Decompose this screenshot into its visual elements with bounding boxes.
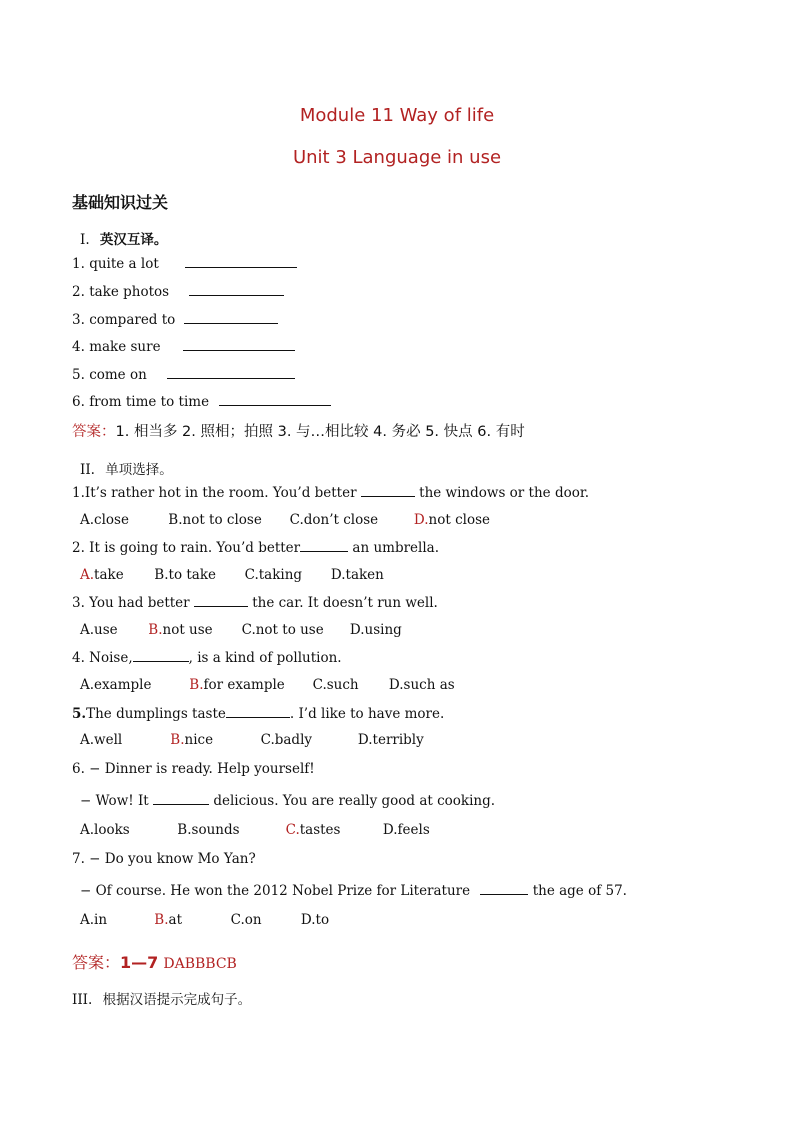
- question-stem: an umbrella.: [352, 540, 440, 556]
- question-number: 5.: [72, 706, 87, 722]
- answer-blank[interactable]: [133, 649, 189, 662]
- part1-answer: [72, 420, 525, 441]
- option-b[interactable]: B.nice: [170, 732, 214, 748]
- option-b[interactable]: B.not to close: [168, 512, 262, 528]
- question-stem: The dumplings taste: [86, 706, 226, 722]
- option-c[interactable]: C.not to use: [241, 622, 324, 638]
- question-6-options: [80, 822, 430, 838]
- question-1: [72, 484, 589, 501]
- vocab-item-6: [72, 393, 331, 410]
- vocab-text: quite a lot: [89, 256, 159, 272]
- question-3-options: [80, 622, 402, 638]
- question-stem: , is a kind of pollution.: [188, 650, 342, 666]
- unit-title: Unit 3 Language in use: [292, 147, 502, 168]
- vocab-item-4: [72, 338, 295, 355]
- part2-heading-num: II.: [80, 462, 95, 478]
- answer-blank[interactable]: [184, 311, 278, 324]
- question-stem: delicious. You are really good at cooking.: [213, 793, 496, 809]
- answer-label: 答案：: [72, 424, 116, 440]
- option-d[interactable]: D.such as: [388, 677, 455, 693]
- option-d[interactable]: D.to: [300, 912, 330, 928]
- answer-label: 答案：: [72, 953, 121, 972]
- option-c[interactable]: C.badly: [260, 732, 313, 748]
- option-d[interactable]: D.terribly: [357, 732, 424, 748]
- vocab-text: come on: [89, 367, 147, 383]
- answer-text: DABBBCB: [163, 956, 237, 972]
- question-7: [72, 851, 256, 867]
- option-a[interactable]: A.example: [80, 677, 152, 693]
- part2-answer: [72, 950, 237, 973]
- question-stem: − Wow! It: [80, 793, 149, 809]
- answer-range: 1—7: [120, 953, 159, 972]
- option-a[interactable]: A.in: [80, 912, 108, 928]
- option-b[interactable]: B.sounds: [177, 822, 240, 838]
- option-c[interactable]: C.taking: [244, 567, 303, 583]
- part2-heading-text: 单项选择。: [105, 462, 173, 478]
- question-stem: the windows or the door.: [419, 485, 590, 501]
- vocab-num: 4.: [72, 339, 85, 355]
- question-stem: the car. It doesn’t run well.: [252, 595, 438, 611]
- question-stem: . I’d like to have more.: [289, 706, 445, 722]
- vocab-num: 2.: [72, 284, 85, 300]
- question-stem: 1.It’s rather hot in the room. You’d better: [72, 485, 357, 501]
- part1-heading-num: I.: [80, 232, 90, 248]
- answer-blank[interactable]: [361, 484, 415, 497]
- question-2-options: [80, 567, 384, 583]
- question-5: [72, 705, 444, 722]
- answer-blank[interactable]: [480, 882, 528, 895]
- answer-blank[interactable]: [167, 366, 295, 379]
- question-4-options: [80, 677, 455, 693]
- question-7-options: [80, 912, 329, 928]
- vocab-text: compared to: [89, 312, 176, 328]
- option-d[interactable]: D.taken: [330, 567, 384, 583]
- section-title: 基础知识过关: [72, 193, 169, 212]
- option-a[interactable]: A.close: [80, 512, 129, 528]
- module-title: Module 11 Way of life: [299, 105, 495, 126]
- question-6-line2: [80, 792, 495, 809]
- answer-blank[interactable]: [226, 705, 290, 718]
- option-c[interactable]: C.tastes: [285, 822, 341, 838]
- vocab-item-1: [72, 255, 297, 272]
- answer-text: 1. 相当多 2. 照相；拍照 3. 与…相比较 4. 务必 5. 快点 6. 有时: [115, 424, 525, 440]
- part1-heading-text: 英汉互译。: [99, 232, 168, 248]
- option-a[interactable]: A.use: [80, 622, 118, 638]
- part2-heading: [80, 458, 173, 478]
- vocab-text: make sure: [89, 339, 161, 355]
- question-stem: − Of course. He won the 2012 Nobel Prize for Literature: [80, 883, 471, 899]
- part3-heading-num: III.: [72, 992, 93, 1008]
- question-stem: 7. − Do you know Mo Yan?: [72, 851, 256, 867]
- option-c[interactable]: C.such: [312, 677, 359, 693]
- part1-heading: [80, 228, 167, 248]
- question-stem: 3. You had better: [72, 595, 190, 611]
- option-b[interactable]: B.for example: [189, 677, 285, 693]
- vocab-num: 5.: [72, 367, 85, 383]
- option-c[interactable]: C.on: [230, 912, 262, 928]
- question-6: [72, 761, 315, 777]
- answer-blank[interactable]: [185, 255, 297, 268]
- answer-blank[interactable]: [153, 792, 209, 805]
- answer-blank[interactable]: [300, 539, 348, 552]
- question-4: [72, 649, 342, 666]
- part3-heading-text: 根据汉语提示完成句子。: [102, 992, 252, 1008]
- question-7-line2: [80, 882, 627, 899]
- question-1-options: [80, 512, 490, 528]
- option-c[interactable]: C.don’t close: [289, 512, 379, 528]
- answer-blank[interactable]: [219, 393, 331, 406]
- answer-blank[interactable]: [183, 338, 295, 351]
- option-d[interactable]: D.not close: [413, 512, 490, 528]
- vocab-item-5: [72, 366, 295, 383]
- option-a[interactable]: A.well: [80, 732, 123, 748]
- vocab-num: 6.: [72, 394, 85, 410]
- question-3: [72, 594, 438, 611]
- question-stem: 6. − Dinner is ready. Help yourself!: [72, 761, 315, 777]
- question-stem: the age of 57.: [532, 883, 627, 899]
- question-5-options: [80, 732, 424, 748]
- part3-heading: [72, 988, 251, 1008]
- option-a[interactable]: A.take: [80, 567, 124, 583]
- vocab-text: from time to time: [89, 394, 210, 410]
- option-d[interactable]: D.feels: [382, 822, 430, 838]
- option-a[interactable]: A.looks: [80, 822, 130, 838]
- answer-blank[interactable]: [189, 283, 284, 296]
- option-d[interactable]: D.using: [349, 622, 402, 638]
- option-b[interactable]: B.at: [154, 912, 182, 928]
- question-2: [72, 539, 439, 556]
- vocab-num: 3.: [72, 312, 85, 328]
- vocab-item-2: [72, 283, 284, 300]
- answer-blank[interactable]: [194, 594, 248, 607]
- vocab-item-3: [72, 311, 278, 328]
- vocab-num: 1.: [72, 256, 85, 272]
- question-stem: 2. It is going to rain. You’d better: [72, 540, 301, 556]
- option-b[interactable]: B.not use: [148, 622, 213, 638]
- vocab-text: take photos: [89, 284, 170, 300]
- option-b[interactable]: B.to take: [154, 567, 217, 583]
- question-stem: 4. Noise,: [72, 650, 133, 666]
